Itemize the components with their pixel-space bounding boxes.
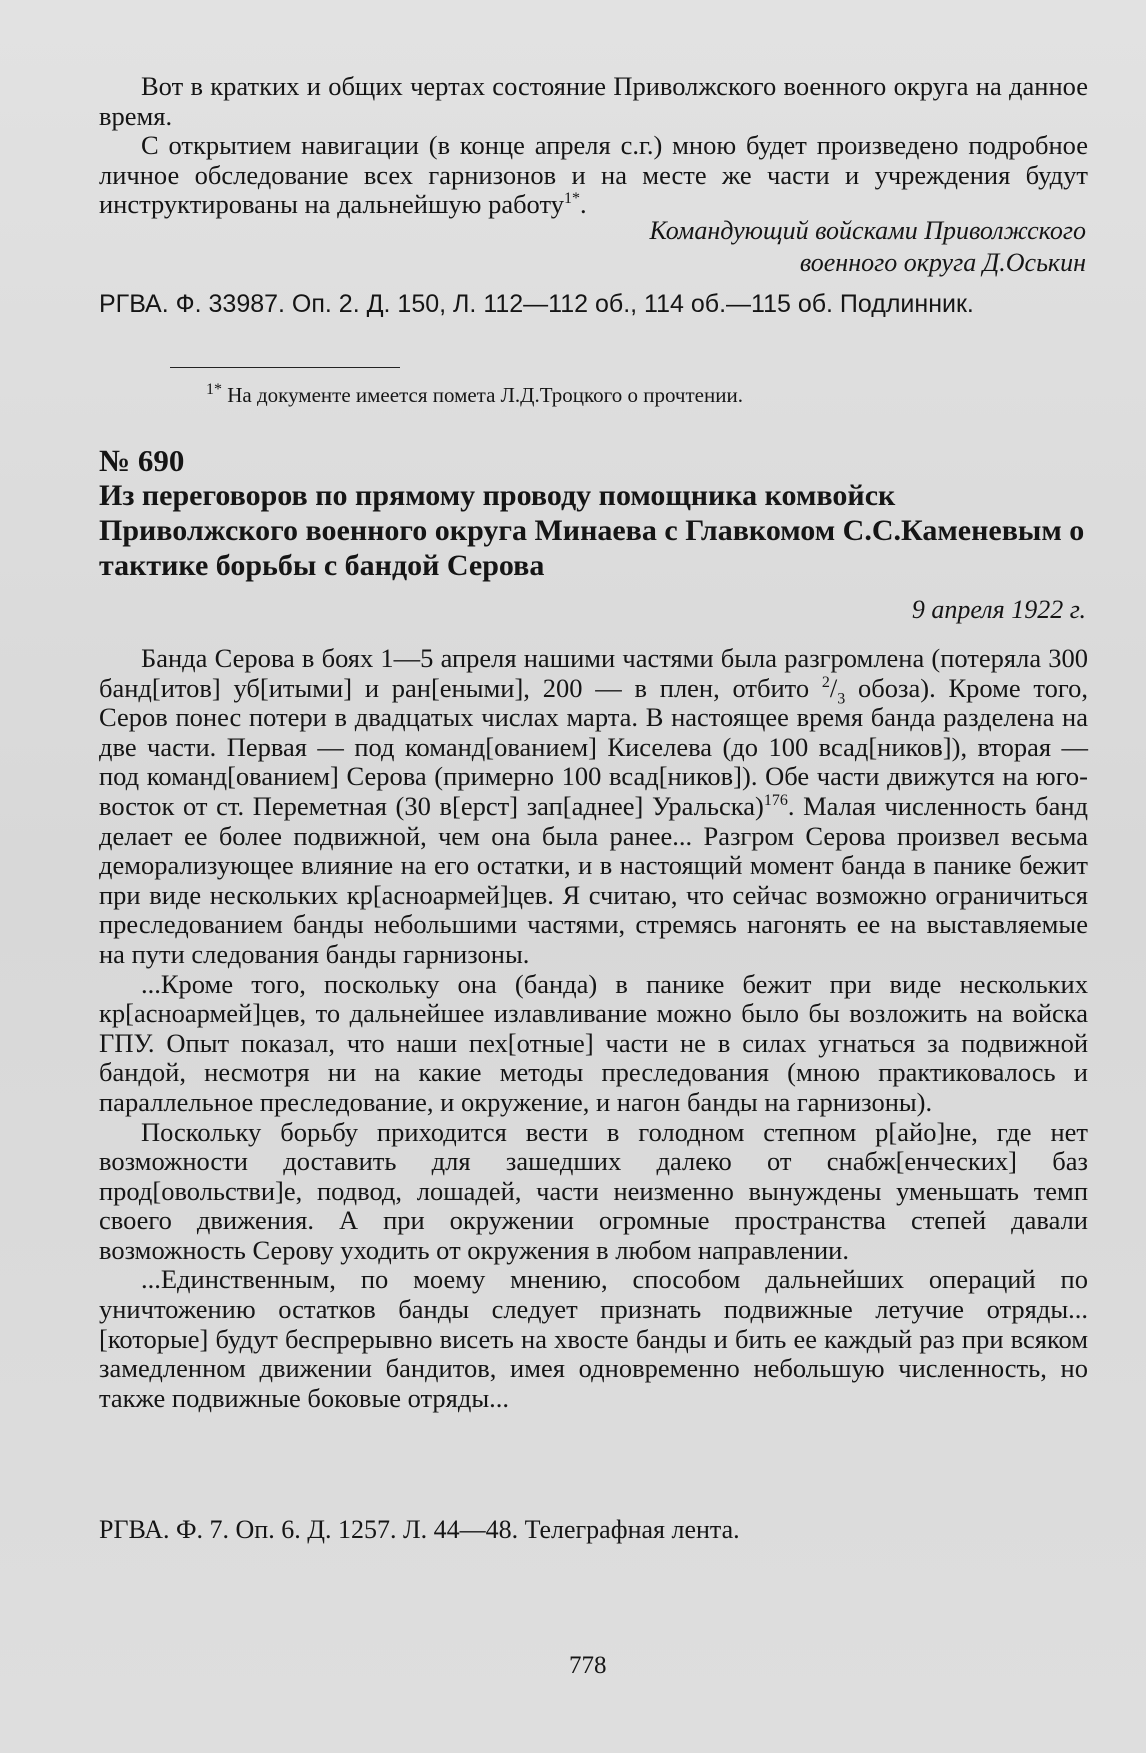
signature-line-2: военного округа Д.Оськин <box>799 248 1086 277</box>
footnote-divider <box>170 367 400 368</box>
paragraph-2: ...Кроме того, поскольку она (банда) в панике бежит при виде нескольких кр[асноармей]цев, то дальнейшее излавливание можно было бы возложить на войска ГПУ. Опыт показал, что наши пех[отные] части не в силах угнаться за подвижной бандой, несмотря ни на какие методы преследования (мною практиковалось и параллельное преследование, и окружение, и нагон банды на гарнизоны). <box>99 968 1088 1117</box>
footnote-reference: 1* <box>563 190 580 208</box>
fraction-denominator: 3 <box>837 689 846 707</box>
footnote-mark: 1* <box>206 381 222 398</box>
paragraph-navigation: С открытием навигации (в конце апреля с.г.) мною будет произведено подробное личное обследование всех гарнизонов и на месте же части и учреждения будут инструктированы на дальнейшую работу$^{1*}$. <box>99 130 1088 220</box>
paragraph-status-summary: Вот в кратких и общих чертах состояние Приволжского военного округа на данное время. <box>99 71 1088 131</box>
paragraph-navigation-text: С открытием навигации (в конце апреля с.г.) мною будет произведено подробное личное обследование всех гарнизонов и на месте же части и учреждения будут инструктированы на дальнейшую работу <box>99 130 1088 220</box>
footnote <box>206 383 743 408</box>
endnote-reference: 176 <box>763 792 788 810</box>
top-text-block <box>99 72 1088 220</box>
signature-block <box>650 215 1086 279</box>
archive-source-2: РГВА. Ф. 7. Оп. 6. Д. 1257. Л. 44—48. Телеграфная лента. <box>99 1515 740 1544</box>
body-text <box>99 644 1088 1413</box>
signature-line-1: Командующий войсками Приволжского <box>649 216 1086 245</box>
paragraph-4: ...Единственным, по моему мнению, способом дальнейших операций по уничтожению остатков банды следует признать подвижные летучие отряды... [которые] будут беспрерывно висеть на хвосте банды и бить ее каждый раз при всяком замедленном движении бандитов, имея одновременно небольшую численность, но также подвижные боковые отряды... <box>99 1264 1088 1413</box>
paragraph-1-part-a: Банда Серова в боях 1—5 апреля нашими частями была разгромлена (потеряла 300 банд[итов] уб[итыми] и ран[еными], 200 — в плен, отбито <box>99 643 1088 703</box>
page-number: 778 <box>569 1652 607 1679</box>
document-number: № 690 <box>99 443 185 478</box>
paragraph-1-part-b: обоза). Кроме того, Серов понес потери в двадцатых числах марта. В настоящее время банда разделена на две части. Первая — под команд[ованием] Киселева (до 100 всад[ников]), вторая — под команд[ованием] Серова (примерно 100 всад[ников]). Обе части движутся на юго-восток от ст. Переметная (30 в[ерст] зап[аднее] Уральска) <box>99 672 1088 821</box>
paragraph-1-part-c: . Малая численность банд делает ее более подвижной, чем она была ранее... Разгром Серова произвел весьма деморализующее влияние на его остатки, и в настоящий момент банда в панике бежит при виде нескольких кр[асноармей]цев. Я считаю, что сейчас возможно ограничиться преследованием банды небольшими частями, стремясь нагонять ее на выставляемые на пути следования банды гарнизоны. <box>99 790 1088 969</box>
archive-source-1: РГВА. Ф. 33987. Оп. 2. Д. 150, Л. 112—112 об., 114 об.—115 об. Подлинник. <box>99 290 974 318</box>
document-title: Из переговоров по прямому проводу помощника комвойск Приволжского военного округа Минаева с Главкомом С.С.Каменевым о тактике борьбы с бандой Серова <box>99 479 1085 582</box>
paragraph-1: Банда Серова в боях 1—5 апреля нашими частями была разгромлена (потеряла 300 банд[итов] уб[итыми] и ран[еными], 200 — в плен, отбито $^2/_3$ обоза). Кроме того, Серов понес потери в двадцатых числах марта. В настоящее время банда разделена на две части. Первая — под команд[ованием] Киселева (до 100 всад[ников]), вторая — под команд[ованием] Серова (примерно 100 всад[ников]). Обе части движутся на юго-восток от ст. Переметная (30 в[ерст] зап[аднее] Уральска)$^{176}$. Малая численность банд делает ее более подвижной, чем она была ранее... Разгром Серова произвел весьма деморализующее влияние на его остатки, и в настоящий момент банда в панике бежит при виде нескольких кр[асноармей]цев. Я считаю, что сейчас возможно ограничиться преследованием банды небольшими частями, стремясь нагонять ее на выставляемые на пути следования банды гарнизоны. <box>99 643 1088 969</box>
fraction-numerator: 2 <box>821 673 830 691</box>
document-date: 9 апреля 1922 г. <box>911 595 1086 624</box>
footnote-text: На документе имеется помета Л.Д.Троцкого о прочтении. <box>227 383 743 407</box>
paragraph-3: Поскольку борьбу приходится вести в голодном степном р[айо]не, где нет возможности доставить для зашедших далеко от снабж[енческих] баз прод[овольстви]е, подвод, лошадей, части неизменно вынуждены уменьшать темп своего движения. А при окружении огромные пространства степей давали возможность Серову уходить от окружения в любом направлении. <box>99 1116 1088 1265</box>
